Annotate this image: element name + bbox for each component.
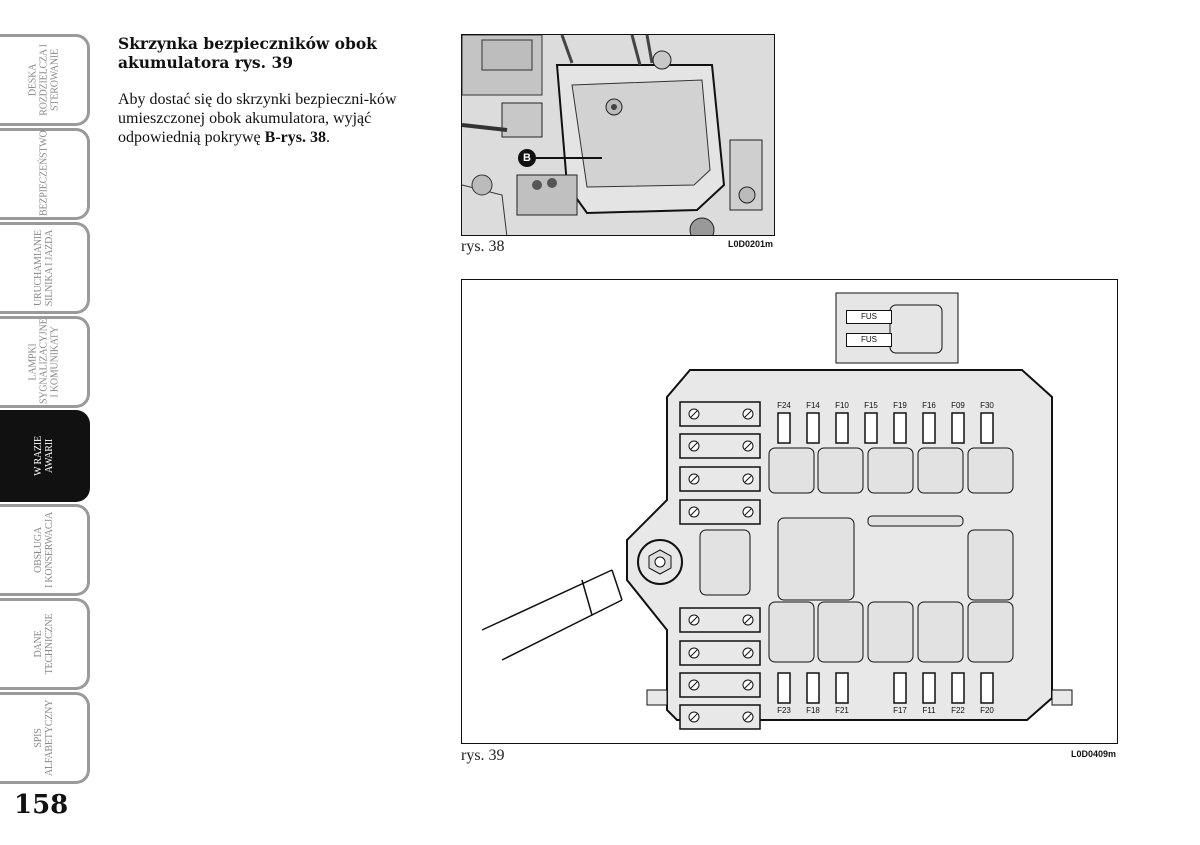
side-tab-deska[interactable]: [0, 34, 90, 126]
side-tab-dane-techniczne[interactable]: [0, 598, 90, 690]
fuse-label-f19: F19: [893, 401, 907, 410]
side-tab-w-razie-awarii[interactable]: [0, 410, 90, 502]
side-tab-bezpieczenstwo[interactable]: [0, 128, 90, 220]
fuse-box-diagram: [462, 280, 1116, 742]
side-tab-label: DESKA ROZDZIELCZA I STEROWANIE: [27, 44, 60, 116]
side-tab-uruchamianie[interactable]: [0, 222, 90, 314]
fuse-label-f22: F22: [951, 706, 965, 715]
fuse-label-f15: F15: [864, 401, 878, 410]
side-tab-obsluga[interactable]: [0, 504, 90, 596]
body-text: Aby dostać się do skrzynki bezpieczni-ków umieszczonej obok akumulatora, wyjąć odpowiednią pokrywę: [118, 91, 397, 146]
fuse-label-f30: F30: [980, 401, 994, 410]
fuse-label-f18: F18: [806, 706, 820, 715]
section-body: [118, 90, 434, 147]
fuse-label-f11: F11: [922, 706, 936, 715]
figure-39-code: L0D0409m: [1071, 749, 1117, 759]
side-tab-label: W RAZIE AWARII: [32, 436, 55, 476]
callout-b-label: B: [523, 152, 531, 164]
side-tab-label: DANE TECHNICZNE: [32, 613, 55, 675]
fuse-label-f21: F21: [835, 706, 849, 715]
fus-label-bottom: FUS: [846, 333, 892, 347]
page-number: 158: [14, 790, 69, 820]
figure-38-code: L0D0201m: [728, 239, 774, 249]
figure-39-fuse-box: [461, 279, 1118, 744]
fuse-label-f09: F09: [951, 401, 965, 410]
fuse-label-f20: F20: [980, 706, 994, 715]
side-tab-label: SPIS ALFABETYCZNY: [32, 699, 55, 777]
fuse-label-f14: F14: [806, 401, 820, 410]
fuse-label-f16: F16: [922, 401, 936, 410]
side-tab-lampki[interactable]: [0, 316, 90, 408]
body-text-end: .: [325, 129, 330, 146]
figure-39-caption: rys. 39: [461, 747, 505, 764]
engine-bay-illustration: [462, 35, 775, 236]
fuse-label-f10: F10: [835, 401, 849, 410]
fus-label-top: FUS: [846, 310, 892, 324]
section-heading: Skrzynka bezpieczników obok akumulatora rys. 39: [118, 34, 377, 72]
fuse-label-f17: F17: [893, 706, 907, 715]
fuse-label-f23: F23: [777, 706, 791, 715]
side-tab-label: OBSŁUGA I KONSERWACJA: [32, 511, 55, 589]
side-tab-spis[interactable]: [0, 692, 90, 784]
side-tab-label: URUCHAMIANIE SILNIKA I JAZDA: [32, 229, 55, 307]
side-tab-label: BEZPIECZEŃSTWO: [38, 130, 49, 216]
figure-reference: B-rys. 38: [264, 129, 326, 146]
side-tab-label: LAMPKI SYGNALIZACYJNE I KOMUNIKATY: [27, 318, 60, 404]
fuse-label-f24: F24: [777, 401, 791, 410]
figure-38-engine-bay: [461, 34, 775, 236]
figure-38-caption: rys. 38: [461, 238, 505, 255]
